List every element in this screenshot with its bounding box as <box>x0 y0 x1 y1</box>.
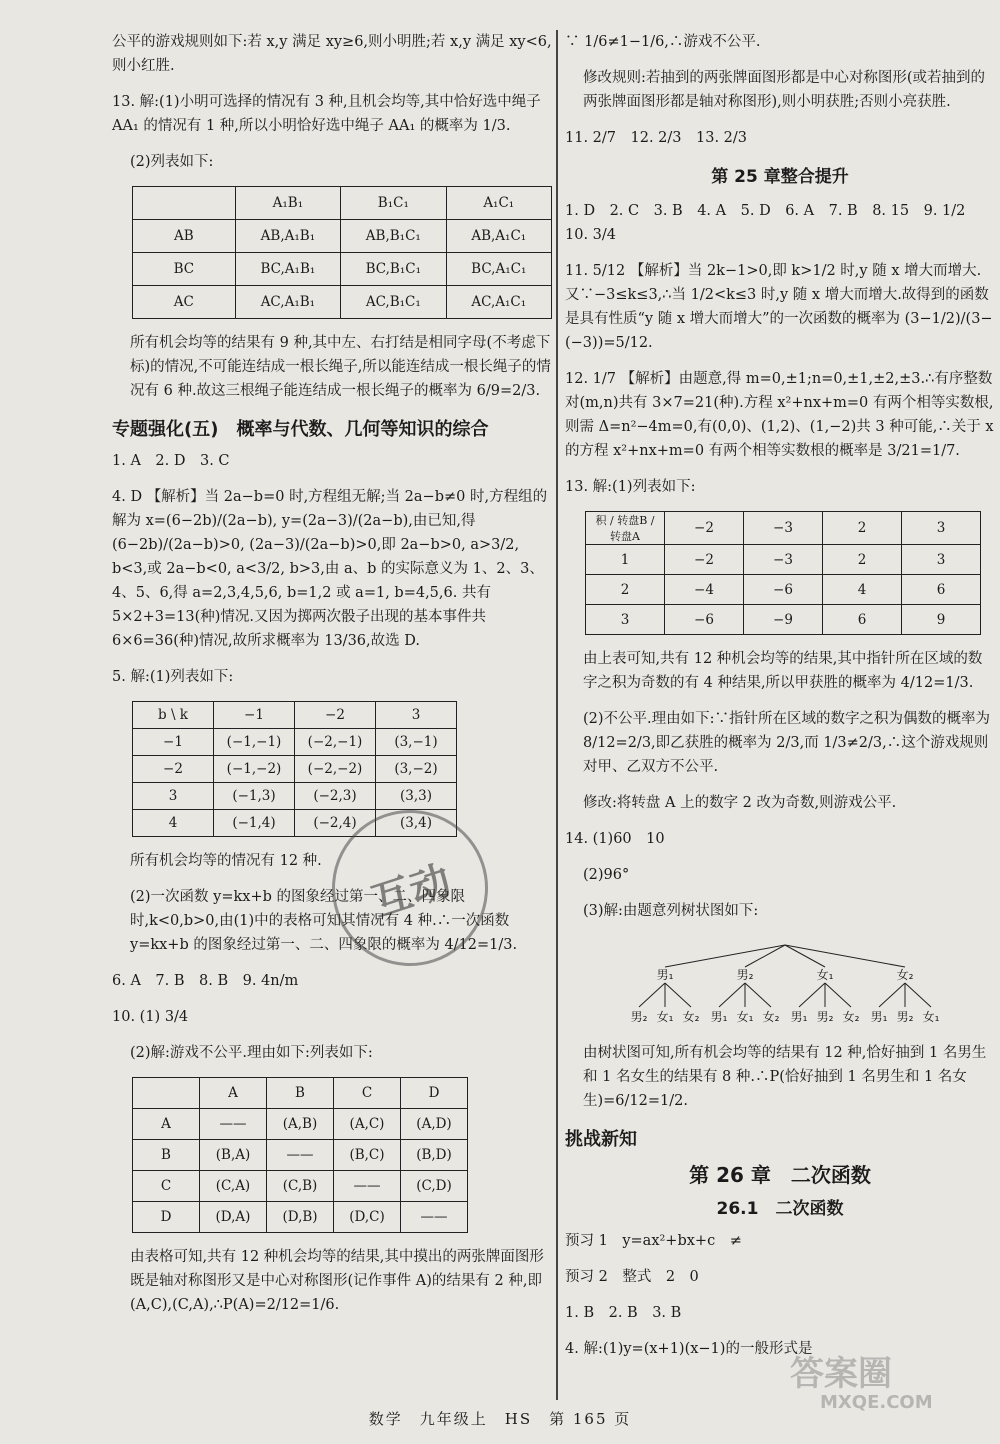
table-cell: 9 <box>902 605 981 635</box>
paragraph: 由表格可知,共有 12 种机会均等的结果,其中摸出的两张牌面图形既是轴对称图形又是中心对称图形(记作事件 A)的结果有 2 种,即(A,C),(C,A),∴P(A)=2/12=1/6. <box>130 1249 544 1313</box>
table-cell: BC,B₁C₁ <box>341 253 446 286</box>
table-cell: 4 <box>133 810 214 837</box>
answer-line: 11. 2/7 12. 2/3 13. 2/3 <box>565 130 748 146</box>
card-table <box>132 1077 468 1233</box>
table-cell: 4 <box>823 575 902 605</box>
tree-leaf: 女₁ <box>656 1010 674 1024</box>
table-cell: C <box>334 1078 401 1109</box>
table-cell: BC,A₁B₁ <box>235 253 340 286</box>
table-cell: b \ k <box>133 702 214 729</box>
tree-leaf: 女₂ <box>842 1010 860 1024</box>
answer-13: 13. 解:(1)小明可选择的情况有 3 种,且机会均等,其中恰好选中绳子 AA₁ 的情况有 1 种,所以小明恰好选中绳子 AA₁ 的概率为 1/3. <box>112 94 541 134</box>
table-cell: (D,B) <box>267 1202 334 1233</box>
section-heading: 专题强化(五) 概率与代数、几何等知识的综合 <box>112 419 489 440</box>
stamp-logo: 互动 <box>312 790 509 987</box>
table-cell: AC,A₁C₁ <box>446 286 551 319</box>
table-cell <box>133 187 236 220</box>
paragraph: 修改规则:若抽到的两张牌面图形都是中心对称图形(或若抽到的两张牌面图形都是轴对称图形),则小明获胜;否则小亮获胜. <box>583 70 986 110</box>
table-row <box>133 783 457 810</box>
table-cell: 3 <box>902 545 981 575</box>
table-cell: A₁C₁ <box>446 187 551 220</box>
table-cell: A₁B₁ <box>235 187 340 220</box>
table-cell: (B,C) <box>334 1140 401 1171</box>
answer-4: 4. 解:(1)y=(x+1)(x−1)的一般形式是 <box>565 1341 813 1357</box>
table-cell: AB,A₁B₁ <box>235 220 340 253</box>
paragraph: (2)列表如下: <box>130 154 214 170</box>
table-cell: A <box>200 1078 267 1109</box>
answer-line: 1. D 2. C 3. B 4. A 5. D 6. A 7. B 8. 15 9. 1/2 10. 3/4 <box>565 203 980 243</box>
table-row <box>133 286 552 319</box>
table-cell: 6 <box>902 575 981 605</box>
table-cell: (−1,3) <box>214 783 295 810</box>
table-cell: 2 <box>823 512 902 545</box>
table-row <box>586 512 981 545</box>
table-row <box>133 1202 468 1233</box>
answer-line: 1. A 2. D 3. C <box>112 453 230 469</box>
table-cell: B₁C₁ <box>341 187 446 220</box>
answer-10: 10. (1) 3/4 <box>112 1009 189 1025</box>
tree-node: 男₂ <box>736 968 754 982</box>
answer-line: 6. A 7. B 8. B 9. 4n/m <box>112 973 299 989</box>
paragraph: 所有机会均等的情况有 12 种. <box>130 853 322 869</box>
table-cell: (3,−1) <box>376 729 457 756</box>
paragraph: 所有机会均等的结果有 9 种,其中左、右打结是相同字母(不考虑下标)的情况,不可能连结成一根长绳子,所以能连结成一根长绳子的情况有 6 种.故这三根绳子能连结成一根长绳子的概率为 6/9=2/3. <box>130 335 551 399</box>
tree-leaf: 男₂ <box>630 1010 648 1024</box>
paragraph: (2)不公平.理由如下:∵指针所在区域的数字之积为偶数的概率为 8/12=2/3,即乙获胜的概率为 2/3,而 1/3≠2/3,∴这个游戏规则对甲、乙双方不公平. <box>583 711 991 775</box>
page-footer: 数学 九年级上 HS 第 165 页 <box>368 1410 632 1428</box>
table-cell: AB <box>133 220 236 253</box>
table-cell: D <box>401 1078 468 1109</box>
tree-leaf: 女₂ <box>682 1010 700 1024</box>
table-cell: 2 <box>586 575 665 605</box>
answer-line: 预习 2 整式 2 0 <box>565 1269 699 1285</box>
table-cell: AB,A₁C₁ <box>446 220 551 253</box>
table-cell: B <box>133 1140 200 1171</box>
table-row <box>133 253 552 286</box>
table-cell: (A,B) <box>267 1109 334 1140</box>
table-row <box>133 729 457 756</box>
tree-diagram <box>625 941 945 1027</box>
table-cell: D <box>133 1202 200 1233</box>
table-cell: —— <box>334 1171 401 1202</box>
paragraph: 公平的游戏规则如下:若 x,y 满足 xy≥6,则小明胜;若 x,y 满足 xy<6,则小红胜. <box>112 34 552 74</box>
table-cell: (3,3) <box>376 783 457 810</box>
table-cell: −2 <box>133 756 214 783</box>
table-row <box>133 1171 468 1202</box>
left-column <box>112 30 552 1329</box>
table-cell: BC <box>133 253 236 286</box>
table-cell: C <box>133 1171 200 1202</box>
table-row <box>133 1140 468 1171</box>
table-cell: —— <box>267 1140 334 1171</box>
table-cell: —— <box>200 1109 267 1140</box>
table-row <box>133 1109 468 1140</box>
table-cell: (−1,−2) <box>214 756 295 783</box>
table-cell: (−1,4) <box>214 810 295 837</box>
table-cell: 3 <box>902 512 981 545</box>
right-column <box>565 30 995 1373</box>
table-cell: (C,B) <box>267 1171 334 1202</box>
table-row <box>133 187 552 220</box>
tree-leaf: 男₁ <box>790 1010 808 1024</box>
table-cell: −2 <box>665 512 744 545</box>
paragraph: 修改:将转盘 A 上的数字 2 改为奇数,则游戏公平. <box>583 795 897 811</box>
watermark-url: MXQE.COM <box>820 1392 933 1413</box>
table-cell: 3 <box>586 605 665 635</box>
table-row <box>133 1078 468 1109</box>
table-cell: −2 <box>295 702 376 729</box>
table-cell: 2 <box>823 545 902 575</box>
table-cell: (−2,−1) <box>295 729 376 756</box>
table-cell: (A,C) <box>334 1109 401 1140</box>
tree-leaf: 女₁ <box>736 1010 754 1024</box>
table-cell: BC,A₁C₁ <box>446 253 551 286</box>
tree-node: 男₁ <box>656 968 674 982</box>
answer-4: 4. D 【解析】当 2a−b=0 时,方程组无解;当 2a−b≠0 时,方程组的解为 x=(6−2b)/(2a−b), y=(2a−3)/(2a−b),由已知,得 (6−2b)/(2a−b)>0, (2a−3)/(2a−b)>0,即 2a−b>0, a>3/2, b<3,或 2a−b<0, a<3/2, b>3,由 a、b 的实际意义为 1、2、3、4、5、6,得 a=2,3,4,5,6, b=1,2 或 a=1, b=4,5,6. 共有 5×2+3=13(种)情况.又因为掷两次骰子出现的基本事件共 6×6=36(种)情况,故所求概率为 13/36,故选 D. <box>112 489 548 649</box>
paragraph: ∵ 1/6≠1−1/6,∴游戏不公平. <box>565 34 761 50</box>
table-cell: —— <box>401 1202 468 1233</box>
table-cell: (−2,−2) <box>295 756 376 783</box>
table-cell: (D,C) <box>334 1202 401 1233</box>
section-heading: 第 25 章整合提升 <box>711 167 849 187</box>
tree-node: 女₂ <box>896 968 914 982</box>
table-cell: (−2,3) <box>295 783 376 810</box>
answer-12: 12. 1/7 【解析】由题意,得 m=0,±1;n=0,±1,±2,±3.∴有序整数对(m,n)共有 3×7=21(种).方程 x²+nx+m=0 有两个相等实数根,则需 Δ=n²−4m=0,有(0,0)、(1,2)、(1,−2)共 3 种可能,∴关于 x 的方程 x²+nx+m=0 有两个相等实数根的概率是 3/21=1/7. <box>565 371 994 459</box>
answer-line: 预习 1 y=ax²+bx+c ≠ <box>565 1233 742 1249</box>
table-cell: −1 <box>133 729 214 756</box>
tree-leaf: 女₁ <box>922 1010 940 1024</box>
paragraph: (2)解:游戏不公平.理由如下:列表如下: <box>130 1045 373 1061</box>
answer-13: 13. 解:(1)列表如下: <box>565 479 696 495</box>
column-divider <box>556 30 558 1400</box>
table-cell: AC,A₁B₁ <box>235 286 340 319</box>
spinner-table <box>585 511 981 635</box>
table-cell: 1 <box>586 545 665 575</box>
table-cell: 6 <box>823 605 902 635</box>
table-cell: B <box>267 1078 334 1109</box>
paragraph: (3)解:由题意列树状图如下: <box>583 903 759 919</box>
table-cell: 3 <box>376 702 457 729</box>
table-cell: (B,D) <box>401 1140 468 1171</box>
table-cell: (C,A) <box>200 1171 267 1202</box>
table-cell: 积 / 转盘B / 转盘A <box>586 512 665 545</box>
table-cell: AB,B₁C₁ <box>341 220 446 253</box>
table-cell: −3 <box>744 545 823 575</box>
section-heading: 挑战新知 <box>565 1129 637 1150</box>
table-cell: −1 <box>214 702 295 729</box>
watermark-logo: 答案圈 <box>790 1354 892 1394</box>
table-cell: (A,D) <box>401 1109 468 1140</box>
table-cell: (B,A) <box>200 1140 267 1171</box>
table-cell: (−2,4) <box>295 810 376 837</box>
chapter-title: 第 26 章 二次函数 <box>689 1163 871 1187</box>
tree-leaf: 男₂ <box>896 1010 914 1024</box>
tree-leaf: 女₂ <box>762 1010 780 1024</box>
table-cell: (D,A) <box>200 1202 267 1233</box>
tree-leaf: 男₂ <box>816 1010 834 1024</box>
table-cell: (3,−2) <box>376 756 457 783</box>
tree-leaf: 男₁ <box>870 1010 888 1024</box>
table-cell: (3,4) <box>376 810 457 837</box>
table-row <box>586 605 981 635</box>
table-cell: 3 <box>133 783 214 810</box>
tree-leaf: 男₁ <box>710 1010 728 1024</box>
table-row <box>133 702 457 729</box>
table-row <box>586 575 981 605</box>
table-cell: −9 <box>744 605 823 635</box>
table-cell: AC <box>133 286 236 319</box>
table-row <box>133 756 457 783</box>
table-cell: AC,B₁C₁ <box>341 286 446 319</box>
paragraph: 由上表可知,共有 12 种机会均等的结果,其中指针所在区域的数字之积为奇数的有 4 种结果,所以甲获胜的概率为 4/12=1/3. <box>583 651 983 691</box>
paragraph: 由树状图可知,所有机会均等的结果有 12 种,恰好抽到 1 名男生和 1 名女生的结果有 8 种.∴P(恰好抽到 1 名男生和 1 名女生)=6/12=1/2. <box>583 1045 987 1109</box>
answer-line: 1. B 2. B 3. B <box>565 1305 682 1321</box>
table-cell: (C,D) <box>401 1171 468 1202</box>
table-cell: −6 <box>744 575 823 605</box>
paragraph: (2)一次函数 y=kx+b 的图象经过第一、二、四象限时,k<0,b>0,由(1)中的表格可知其情况有 4 种.∴一次函数 y=kx+b 的图象经过第一、二、四象限的概率为 4/12=1/3. <box>130 889 518 953</box>
table-cell: A <box>133 1109 200 1140</box>
rope-table <box>132 186 552 319</box>
tree-node: 女₁ <box>816 968 834 982</box>
table-cell <box>133 1078 200 1109</box>
table-cell: −2 <box>665 545 744 575</box>
answer-11: 11. 5/12 【解析】当 2k−1>0,即 k>1/2 时,y 随 x 增大而增大.又∵−3≤k≤3,∴当 1/2<k≤3 时,y 随 x 增大而增大.故得到的函数是具有性质“y 随 x 增大而增大”的一次函数的概率为 (3−1/2)/(3−(−3))=5/12. <box>565 263 993 351</box>
answer-14: 14. (1)60 10 <box>565 831 665 847</box>
table-cell: −6 <box>665 605 744 635</box>
table-cell: −3 <box>744 512 823 545</box>
table-cell: −4 <box>665 575 744 605</box>
answer-5: 5. 解:(1)列表如下: <box>112 669 234 685</box>
paragraph: (2)96° <box>583 867 630 883</box>
subsection-title: 26.1 二次函数 <box>716 1199 844 1219</box>
table-row <box>133 220 552 253</box>
table-row <box>586 545 981 575</box>
table-cell: (−1,−1) <box>214 729 295 756</box>
